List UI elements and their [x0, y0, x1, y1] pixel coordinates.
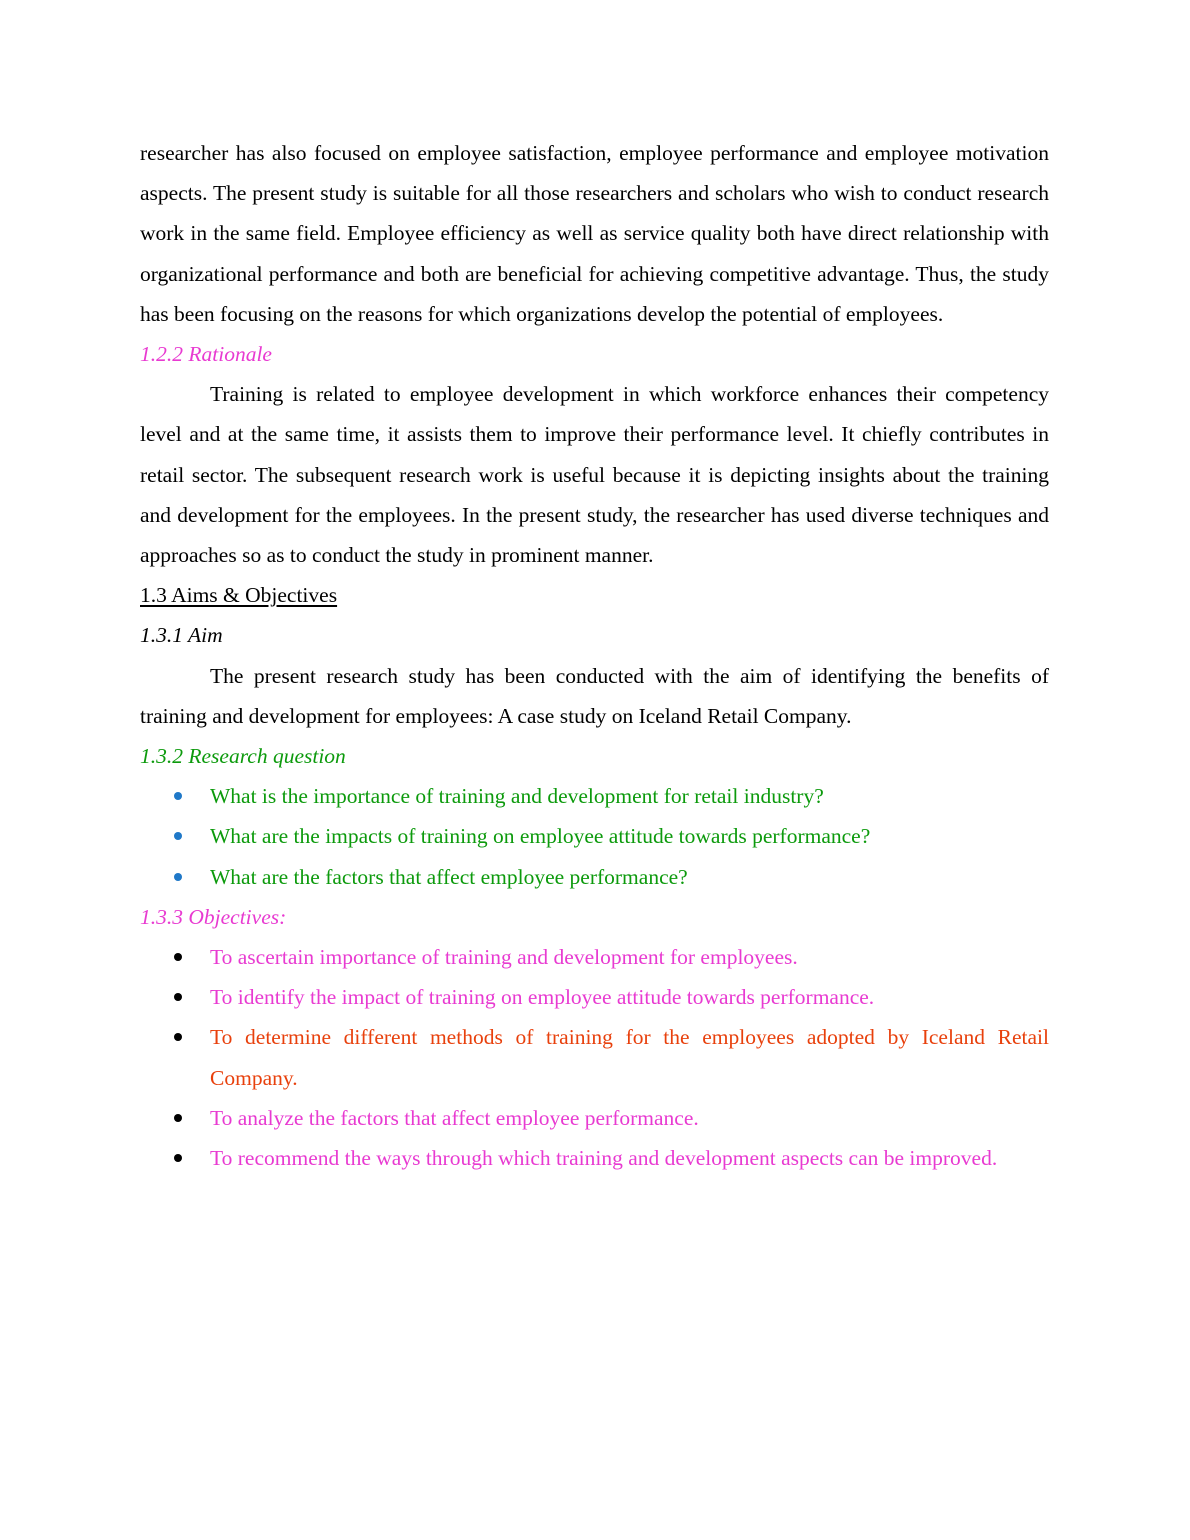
objective-item	[140, 977, 1049, 1017]
research-question-text: What is the importance of training and development for retail industry?	[210, 784, 824, 809]
research-question-item	[140, 816, 1049, 856]
rationale-heading: 1.2.2 Rationale	[140, 342, 272, 367]
objective-item	[140, 937, 1049, 977]
objective-text: To recommend the ways through which training and development aspects can be improved.	[210, 1146, 998, 1171]
aim-heading: 1.3.1 Aim	[140, 623, 223, 648]
research-question-text: What are the factors that affect employee performance?	[210, 864, 688, 889]
bullet-icon	[174, 792, 182, 800]
rationale-paragraph: Training is related to employee development in which workforce enhances their competency level and at the same time, it assists them to improve their performance level. It chiefly contributes in retail sector. The subsequent research work is useful because it is depicting insights about the training and development for the employees. In the present study, the researcher has used diverse techniques and approaches so as to conduct the study in prominent manner.	[140, 382, 1049, 568]
aims-objectives-heading: 1.3 Aims & Objectives	[140, 583, 338, 608]
research-question-item	[140, 776, 1049, 816]
objective-text: To analyze the factors that affect employee performance.	[210, 1105, 699, 1130]
bullet-icon	[174, 1154, 182, 1162]
objective-item	[140, 1098, 1049, 1138]
objective-text: To identify the impact of training on employee attitude towards performance.	[210, 985, 875, 1010]
bullet-icon	[174, 993, 182, 1001]
bullet-icon	[174, 873, 182, 881]
intro-paragraph: researcher has also focused on employee satisfaction, employee performance and employee motivation aspects. The present study is suitable for all those researchers and scholars who wish to conduct research work in the same field. Employee efficiency as well as service quality both have direct relationship with organizational performance and both are beneficial for achieving competitive advantage. Thus, the study has been focusing on the reasons for which organizations develop the potential of employees.	[140, 141, 1049, 326]
objectives-list	[140, 937, 1049, 1178]
research-question-heading: 1.3.2 Research question	[140, 744, 346, 769]
aim-paragraph: The present research study has been conducted with the aim of identifying the benefits of training and development for employees: A case study on Iceland Retail Company.	[140, 663, 1049, 728]
objective-item	[140, 1138, 1049, 1178]
objective-text: To determine different methods of training for the employees adopted by Iceland Retail Company.	[210, 1025, 1049, 1090]
research-question-text: What are the impacts of training on employee attitude towards performance?	[210, 824, 871, 849]
bullet-icon	[174, 1114, 182, 1122]
research-question-list	[140, 776, 1049, 897]
research-question-item	[140, 857, 1049, 897]
bullet-icon	[174, 832, 182, 840]
bullet-icon	[174, 1033, 182, 1041]
bullet-icon	[174, 953, 182, 961]
objective-item	[140, 1017, 1049, 1097]
objectives-heading: 1.3.3 Objectives:	[140, 904, 287, 929]
objective-text: To ascertain importance of training and development for employees.	[210, 945, 798, 970]
